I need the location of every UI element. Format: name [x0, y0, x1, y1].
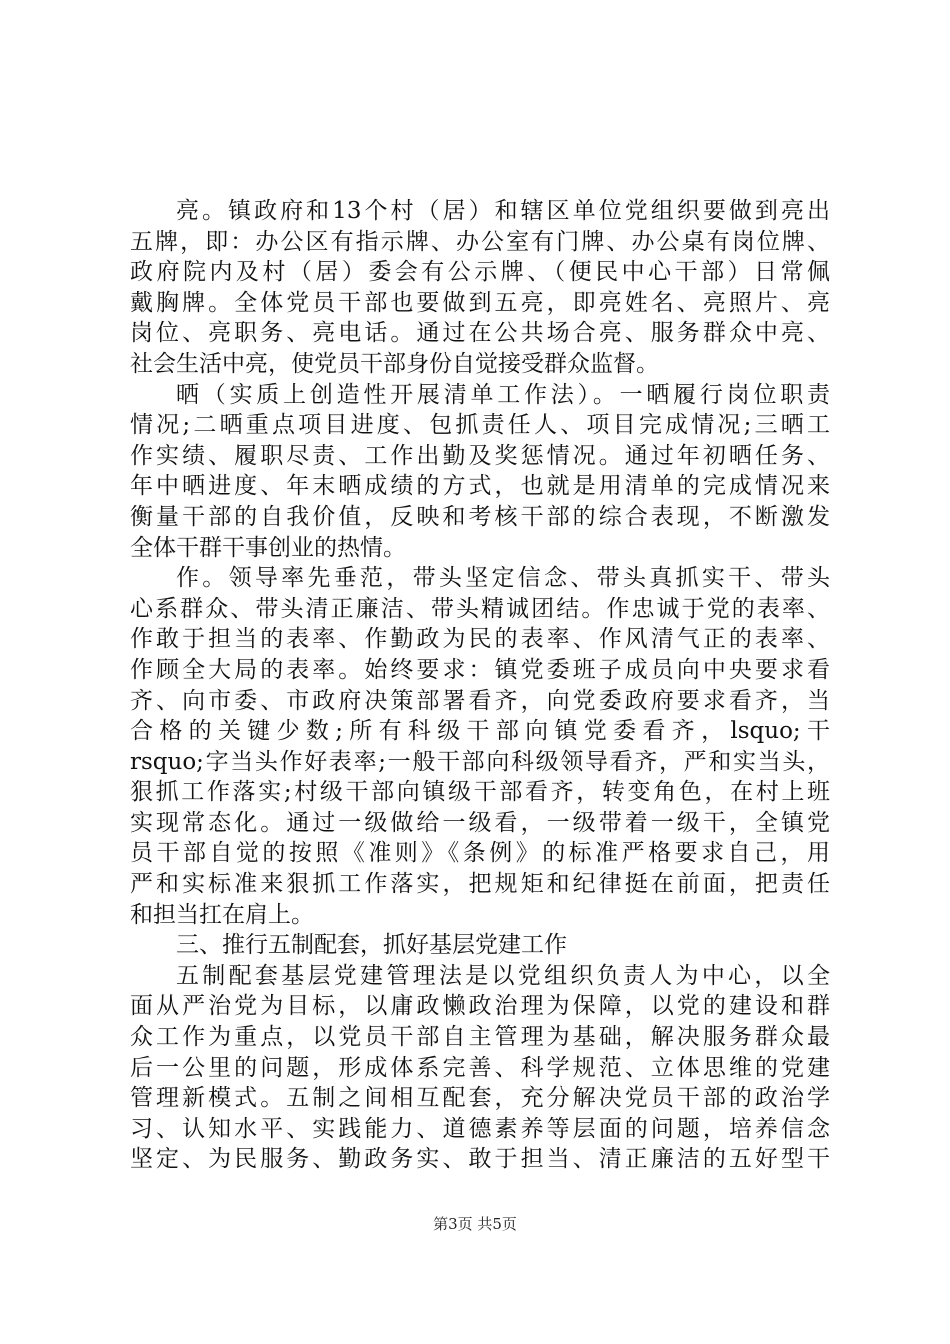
text-line: 员干部自觉的按照《准则》《条例》的标准严格要求自己，用 — [130, 840, 830, 867]
text-line: 岗位、亮职务、亮电话。通过在公共场合亮、服务群众中亮、 — [130, 320, 830, 347]
text-line: 齐、向市委、市政府决策部署看齐，向党委政府要求看齐，当 — [130, 687, 830, 714]
section-heading: 三、推行五制配套，抓好基层党建工作 — [176, 932, 567, 959]
document-body — [130, 196, 830, 1175]
text-line: 情况;二晒重点项目进度、包抓责任人、项目完成情况;三晒工 — [130, 412, 830, 439]
text-line: 政府院内及村（居）委会有公示牌、（便民中心干部）日常佩 — [130, 259, 830, 286]
text-line: 和担当扛在肩上。 — [130, 901, 314, 928]
text-line: 晒（实质上创造性开展清单工作法）。一晒履行岗位职责 — [176, 381, 830, 408]
text-line: 全体干群干事创业的热情。 — [130, 534, 406, 561]
text-line: 严和实标准来狠抓工作落实，把规矩和纪律挺在前面，把责任 — [130, 871, 830, 898]
paragraph-wuzhi — [130, 961, 830, 1175]
text-line: 五牌，即：办公区有指示牌、办公室有门牌、办公桌有岗位牌、 — [130, 228, 830, 255]
text-line: 习、认知水平、实践能力、道德素养等层面的问题，培养信念 — [130, 1115, 830, 1142]
paragraph-shai — [130, 380, 830, 564]
text-line: 年中晒进度、年末晒成绩的方式，也就是用清单的完成情况来 — [130, 473, 830, 500]
text-line: 亮。镇政府和13个村（居）和辖区单位党组织要做到亮出 — [176, 198, 830, 224]
text-line: 戴胸牌。全体党员干部也要做到五亮，即亮姓名、亮照片、亮 — [130, 289, 830, 316]
text-line: 作。领导率先垂范，带头坚定信念、带头真抓实干、带头 — [176, 565, 830, 592]
text-line: 衡量干部的自我价值，反映和考核干部的综合表现，不断激发 — [130, 503, 830, 530]
page-number-label: 第3页 共5页 — [433, 1215, 517, 1233]
text-line: 后一公里的问题，形成体系完善、科学规范、立体思维的党建 — [130, 1054, 830, 1081]
text-line: 心系群众、带头清正廉洁、带头精诚团结。作忠诚于党的表率、 — [130, 595, 830, 622]
text-line: rsquo;字当头作好表率;一般干部向科级领导看齐，严和实当头， — [130, 748, 830, 775]
text-line: 社会生活中亮，使党员干部身份自觉接受群众监督。 — [130, 350, 659, 377]
text-line: 作顾全大局的表率。始终要求：镇党委班子成员向中央要求看 — [130, 656, 830, 683]
text-line: 狠抓工作落实;村级干部向镇级干部看齐，转变角色，在村上班 — [130, 779, 830, 806]
text-line: 作敢于担当的表率、作勤政为民的表率、作风清气正的表率、 — [130, 626, 830, 653]
text-line: 众工作为重点，以党员干部自主管理为基础，解决服务群众最 — [130, 1024, 830, 1051]
text-line: 合格的关键少数;所有科级干部向镇党委看齐，lsquo;干 — [130, 718, 830, 745]
page-footer — [0, 1214, 950, 1234]
text-line: 实现常态化。通过一级做给一级看，一级带着一级干，全镇党 — [130, 809, 830, 836]
paragraph-zuo — [130, 563, 830, 930]
text-line: 面从严治党为目标，以庸政懒政治理为保障，以党的建设和群 — [130, 993, 830, 1020]
text-line: 坚定、为民服务、勤政务实、敢于担当、清正廉洁的五好型干 — [130, 1146, 830, 1173]
text-line: 管理新模式。五制之间相互配套，充分解决党员干部的政治学 — [130, 1085, 830, 1112]
paragraph-liang — [130, 196, 830, 380]
text-line: 作实绩、履职尽责、工作出勤及奖惩情况。通过年初晒任务、 — [130, 442, 830, 469]
text-line: 五制配套基层党建管理法是以党组织负责人为中心，以全 — [176, 962, 830, 989]
